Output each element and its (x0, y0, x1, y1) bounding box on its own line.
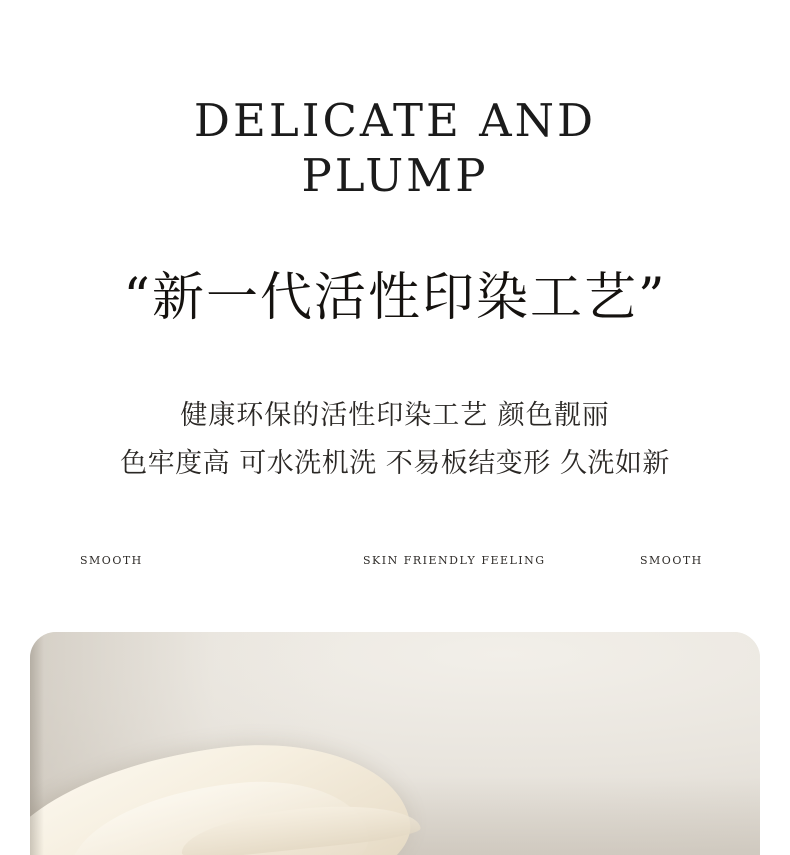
headline-block (0, 96, 790, 202)
small-labels-row (0, 552, 790, 574)
small-label-left: SMOOTH (80, 554, 143, 567)
product-photo (30, 632, 760, 855)
quote-title: “新一代活性印染工艺” (123, 268, 667, 328)
description-line-1: 健康环保的活性印染工艺 颜色靓丽 (180, 400, 610, 431)
headline-line-1: DELICATE AND (193, 94, 597, 147)
small-label-right: SMOOTH (640, 554, 703, 567)
headline-line-2: PLUMP (301, 149, 489, 202)
small-label-center: SKIN FRIENDLY FEELING (363, 554, 546, 567)
description-block (0, 392, 790, 488)
photo-left-edge (30, 632, 44, 855)
description-line-2: 色牢度高 可水洗机洗 不易板结变形 久洗如新 (120, 448, 670, 479)
